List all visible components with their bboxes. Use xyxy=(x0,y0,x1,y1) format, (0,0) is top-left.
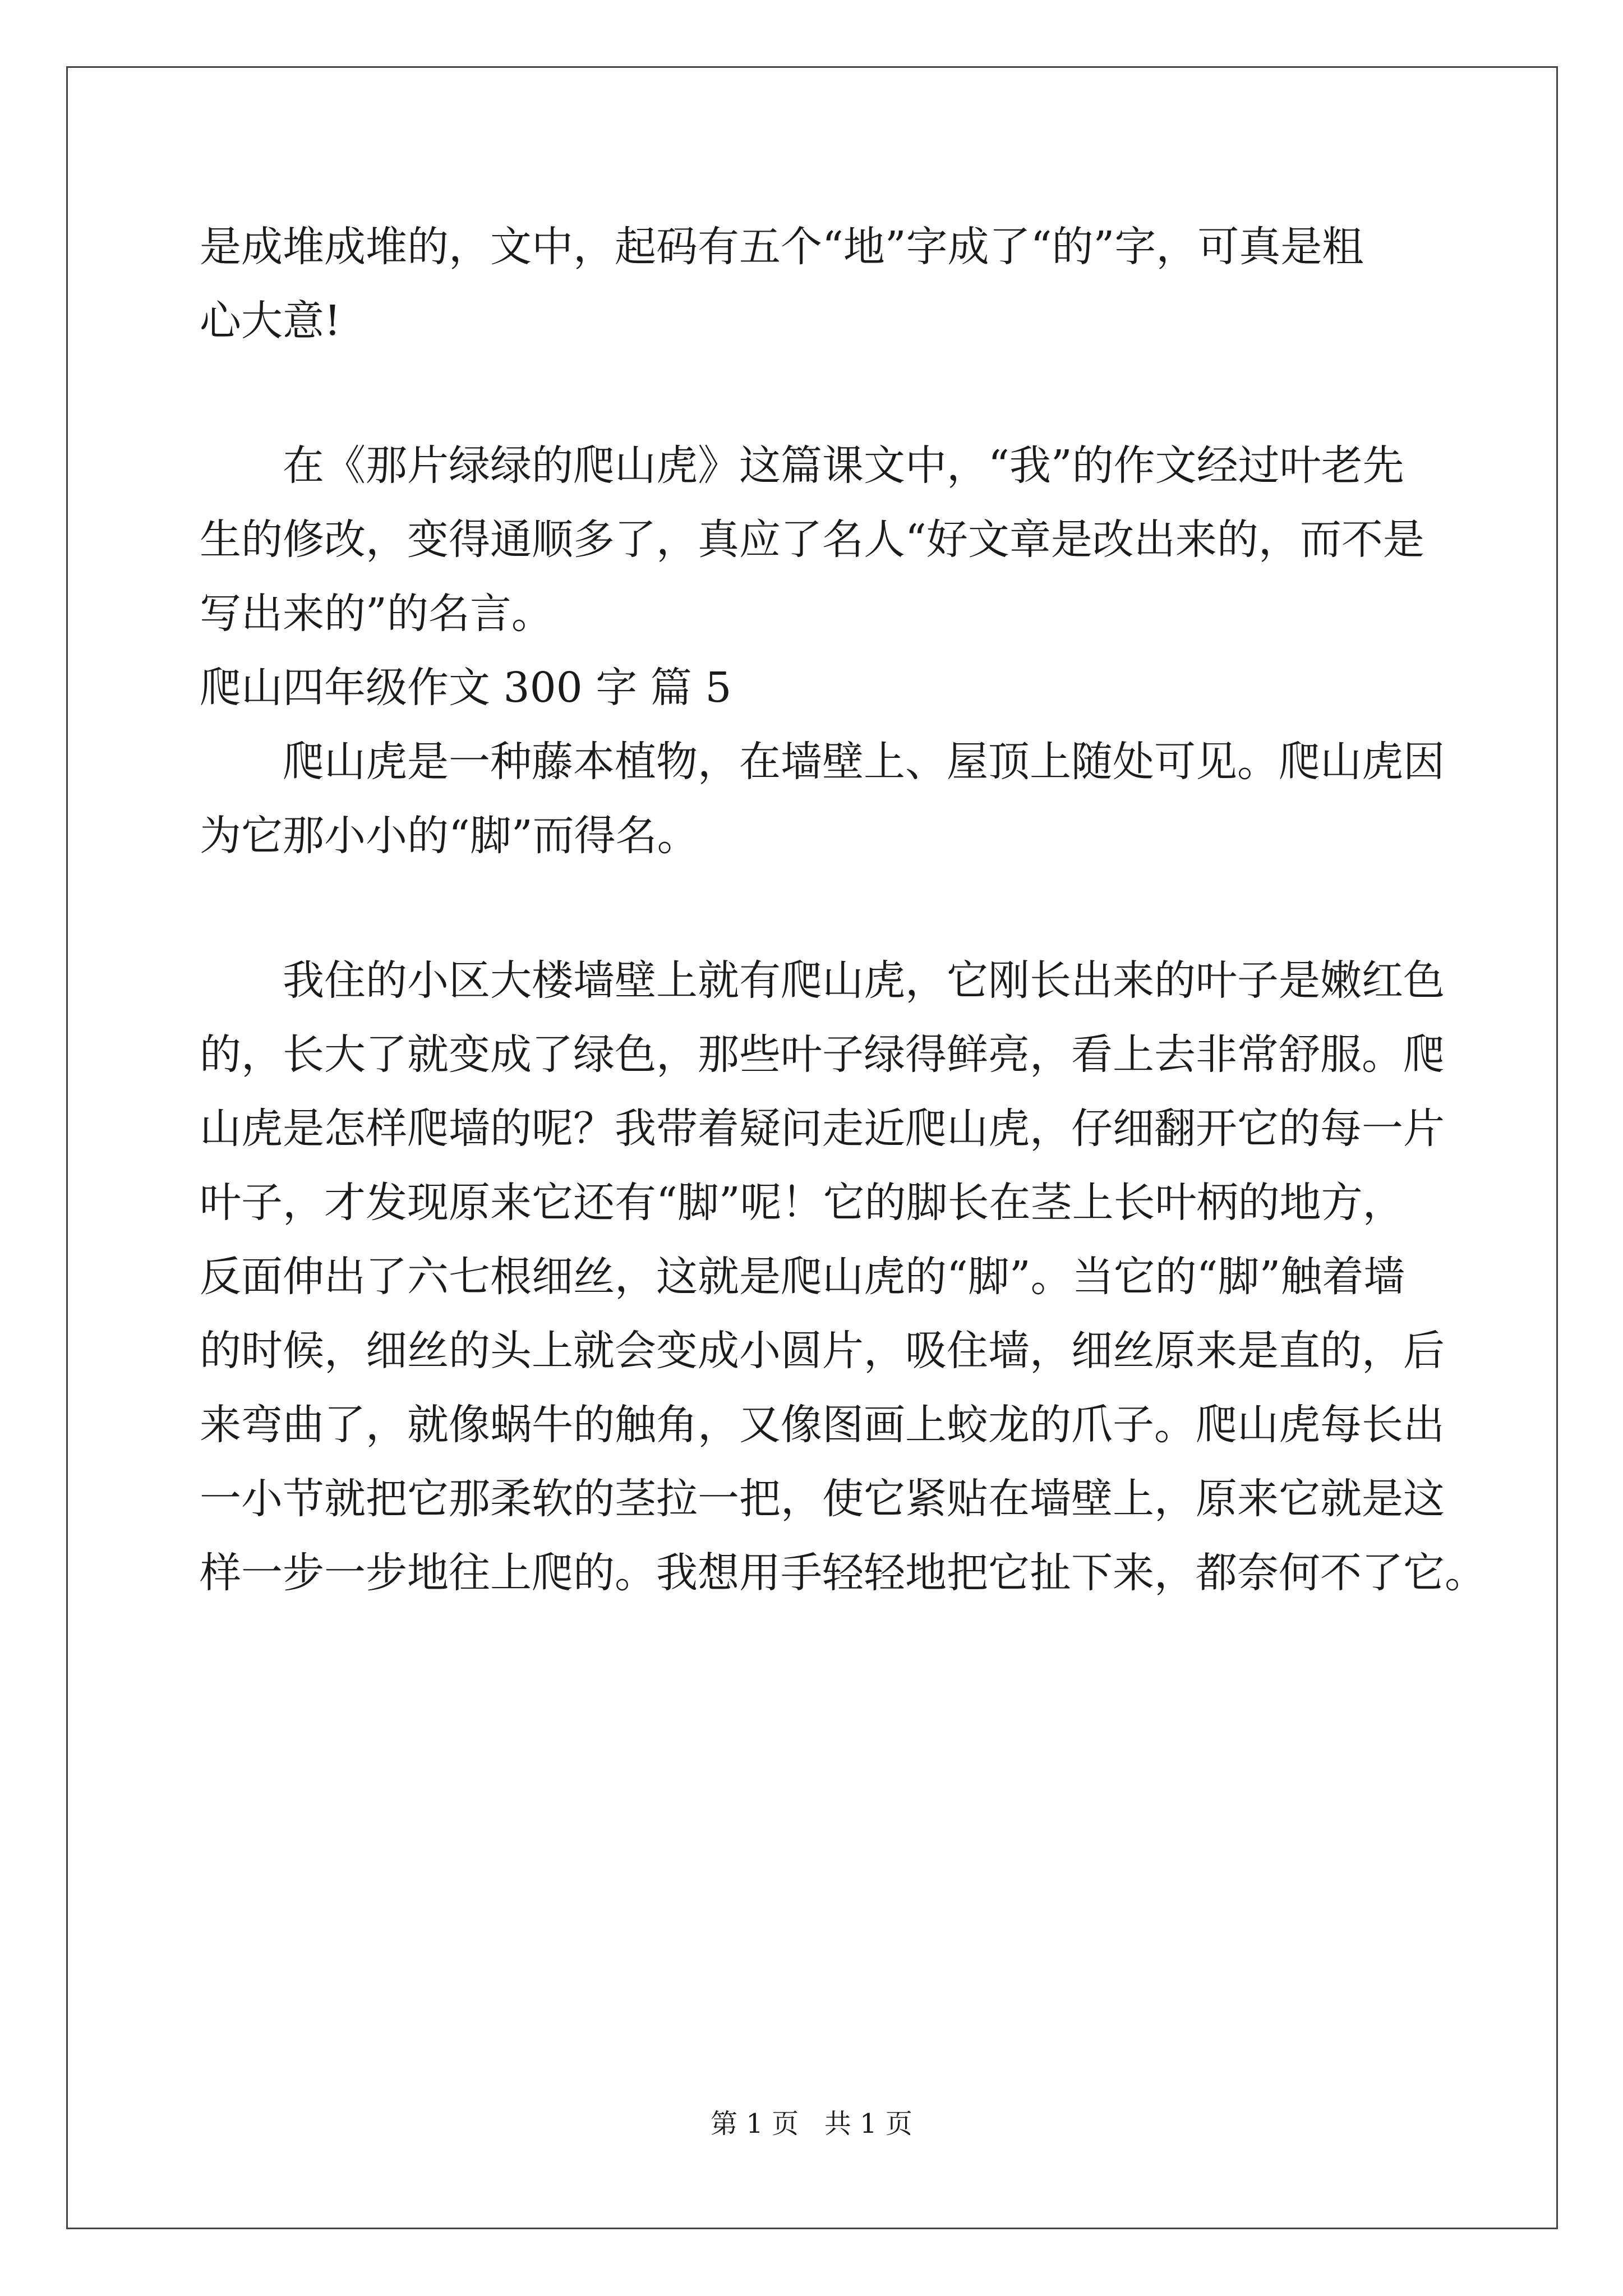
body-line: 一小节就把它那柔软的茎拉一把，使它紧贴在墙壁上，原来它就是这 xyxy=(200,1475,1445,1523)
body-line: 我住的小区大楼墙壁上就有爬山虎，它刚长出来的叶子是嫩红色 xyxy=(283,956,1445,1005)
body-line: 为它那小小的“脚”而得名。 xyxy=(200,812,699,860)
body-line: 心大意! xyxy=(200,297,341,345)
body-line: 叶子，才发现原来它还有“脚”呢！它的脚长在茎上长叶柄的地方， xyxy=(200,1179,1404,1227)
body-line: 样一步一步地往上爬的。我想用手轻轻地把它扯下来，都奈何不了它。 xyxy=(200,1549,1486,1597)
body-line: 写出来的”的名言。 xyxy=(200,590,553,638)
body-line: 山虎是怎样爬墙的呢？我带着疑问走近爬山虎，仔细翻开它的每一片 xyxy=(200,1105,1445,1153)
body-line: 的，长大了就变成了绿色，那些叶子绿得鲜亮，看上去非常舒服。爬 xyxy=(200,1030,1445,1079)
body-line: 在《那片绿绿的爬山虎》这篇课文中，“我”的作文经过叶老先 xyxy=(283,441,1404,490)
body-line: 爬山虎是一种藤本植物，在墙壁上、屋顶上随处可见。爬山虎因 xyxy=(283,738,1445,786)
body-line: 的时候，细丝的头上就会变成小圆片，吸住墙，细丝原来是直的，后 xyxy=(200,1327,1445,1375)
section-heading: 爬山四年级作文 300 字 篇 5 xyxy=(200,664,732,712)
body-line: 生的修改，变得通顺多了，真应了名人“好文章是改出来的，而不是 xyxy=(200,516,1424,564)
body-line: 是成堆成堆的，文中，起码有五个“地”字成了“的”字，可真是粗 xyxy=(200,223,1364,271)
body-line: 反面伸出了六七根细丝，这就是爬山虎的“脚”。当它的“脚”触着墙 xyxy=(200,1253,1405,1301)
body-line: 来弯曲了，就像蜗牛的触角，又像图画上蛟龙的爪子。爬山虎每长出 xyxy=(200,1401,1445,1449)
page-footer: 第 1 页 共 1 页 xyxy=(711,2108,912,2139)
